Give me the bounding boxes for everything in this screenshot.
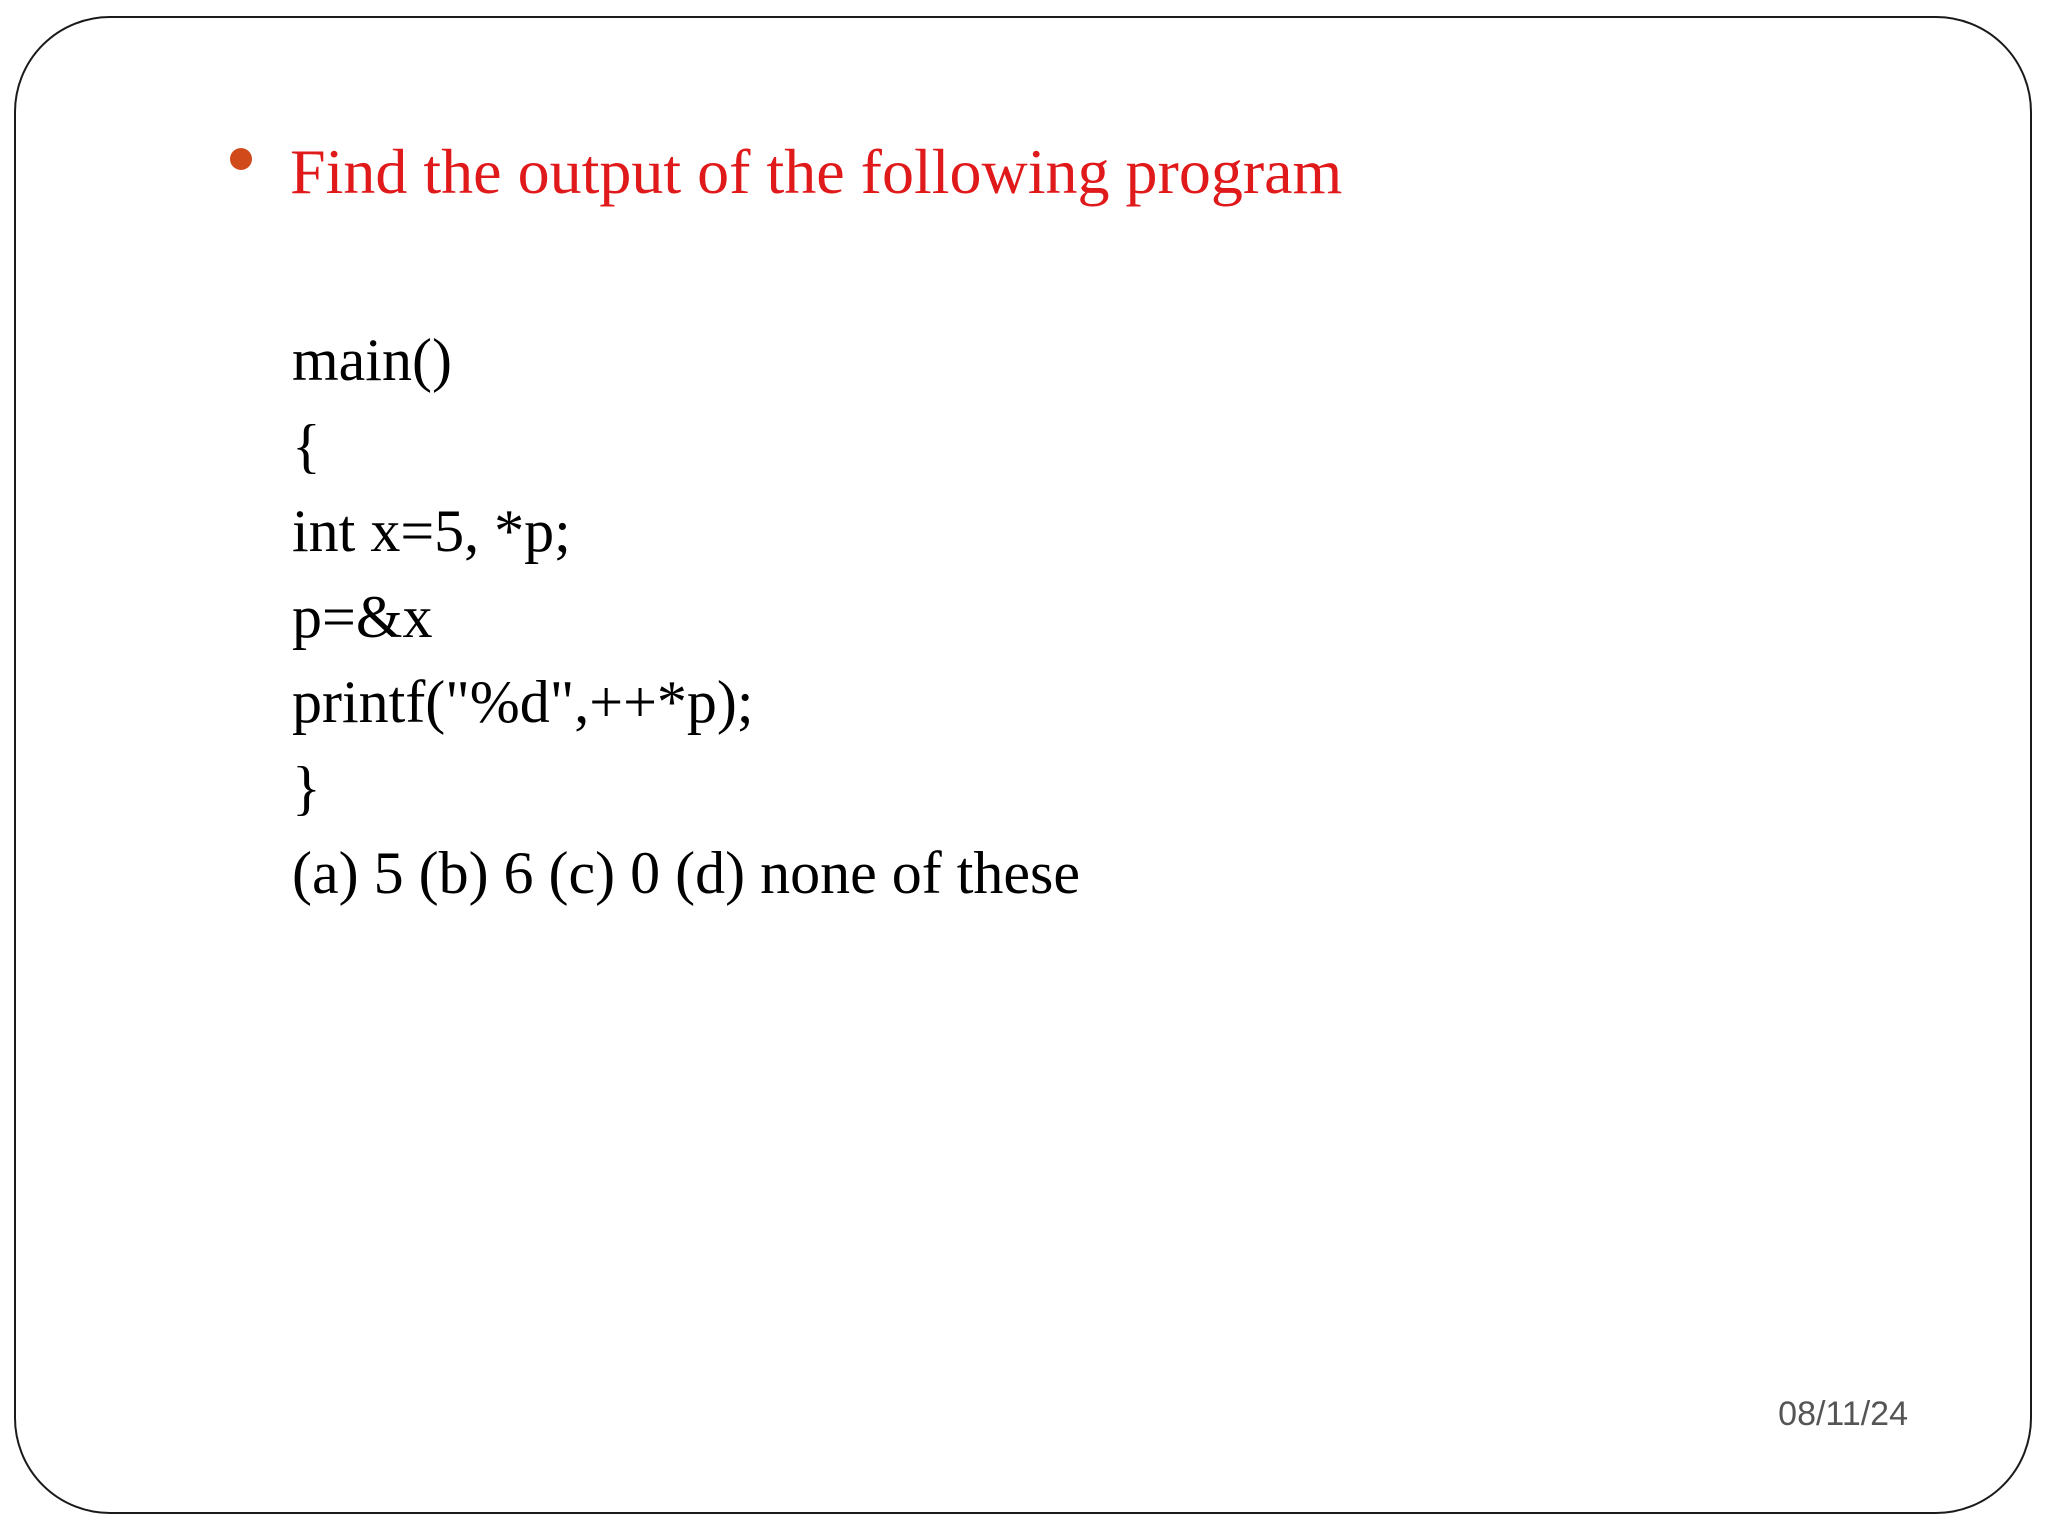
code-line: int x=5, *p; bbox=[292, 498, 571, 564]
answer-options: (a) 5 (b) 6 (c) 0 (d) none of these bbox=[292, 840, 1080, 906]
code-line: } bbox=[292, 754, 321, 821]
code-line: printf("%d",++*p); bbox=[292, 669, 754, 735]
code-line: p=&x bbox=[292, 583, 433, 650]
footer-date: 08/11/24 bbox=[1778, 1395, 1908, 1433]
slide-heading: Find the output of the following program bbox=[290, 136, 1343, 207]
slide-frame bbox=[14, 16, 2032, 1514]
bullet-item bbox=[230, 126, 1342, 218]
code-block bbox=[292, 318, 1080, 917]
code-line: main() bbox=[292, 327, 452, 393]
bullet-dot-icon bbox=[230, 148, 252, 170]
code-line: { bbox=[292, 412, 321, 479]
